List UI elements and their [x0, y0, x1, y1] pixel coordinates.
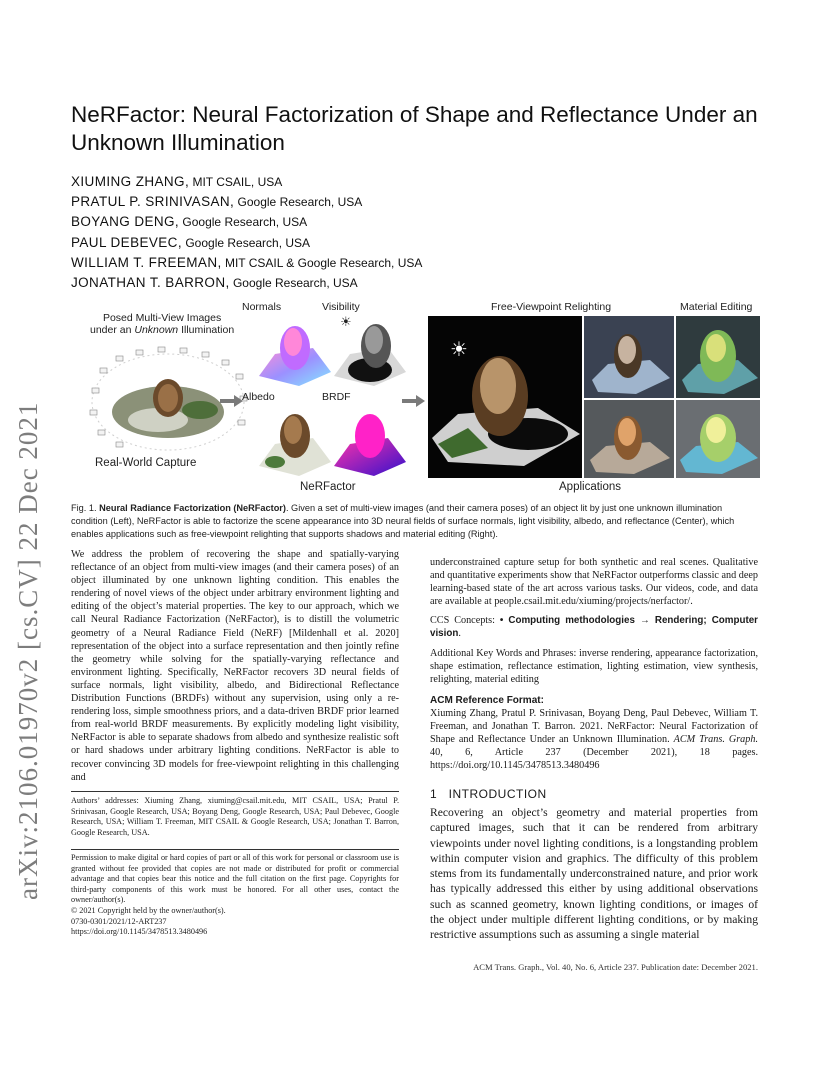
- relighting-label: Free-Viewpoint Relighting: [491, 301, 612, 313]
- author-line: PRATUL P. SRINIVASAN, Google Research, USA: [71, 194, 363, 210]
- visibility-image: [330, 314, 408, 390]
- nerfactor-label: NeRFactor: [300, 481, 356, 493]
- input-label: Posed Multi-View Images under an Unknown Illumination: [90, 312, 235, 336]
- svg-text:☀: ☀: [450, 337, 468, 361]
- footnote-rule: [71, 791, 399, 792]
- arrow-right-icon: [416, 395, 425, 407]
- brdf-image: [330, 404, 408, 480]
- paper-title: NeRFactor: Neural Factorization of Shape and Reflectance Under an Unknown Illumination: [71, 102, 758, 155]
- arrow-shaft: [402, 399, 416, 403]
- acm-reference-heading: ACM Reference Format:: [430, 694, 544, 706]
- right-column: [430, 556, 758, 772]
- relit-render-large: [428, 316, 582, 478]
- material-edit-top: [676, 316, 760, 398]
- permission-rule: [71, 849, 399, 850]
- relit-render-top: [584, 316, 674, 398]
- author-line: XIUMING ZHANG, MIT CSAIL, USA: [71, 174, 283, 189]
- introduction-text: Recovering an object’s geometry and material properties from captured images, such that it can be rendered from arbitrary viewpoints under novel lighting conditions, is a longstanding problem within computer vision and graphics. The difficulty of this problem stems from its fundamentally underconstrained nature, and prior work has typically addressed this either by using additional observations such as scanned geometry, known lighting conditions, or images of the object under multiple different lighting conditions, or by making restrictive assumptions such as assuming a single material: [430, 806, 758, 942]
- material-editing-label: Material Editing: [680, 301, 753, 313]
- keywords: Additional Key Words and Phrases: inverse rendering, appearance factorization, shape estimation, reflectance estimation, lighting estimation, view synthesis, relighting, material editing: [430, 647, 758, 685]
- visibility-label: Visibility: [322, 301, 360, 313]
- section-heading-introduction: 1 INTRODUCTION: [430, 787, 547, 801]
- copyright-line: © 2021 Copyright held by the owner/author(s).: [71, 905, 226, 915]
- permission-block: [71, 853, 399, 938]
- author-addresses: Authors’ addresses: Xiuming Zhang, xiuming@csail.mit.edu, MIT CSAIL, USA; Pratul P. Srinivasan, Google Research, USA; Boyang Deng, Google Research, USA; Paul Debevec, Google Research, USA; William T. Freeman, MIT CSAIL & Google Research, USA; Jonathan T. Barron, Google Research, USA.: [71, 796, 399, 837]
- teaser-figure: [60, 300, 760, 500]
- normals-label: Normals: [242, 301, 282, 313]
- brdf-label: BRDF: [322, 391, 351, 403]
- permission-text: Permission to make digital or hard copies of part or all of this work for personal or classroom use is granted without fee provided that copies are not made or distributed for profit or commercial advantage and that copies bear this notice and the full citation on the first page. Copyrights for third-party components of this work must be honored. For all other uses, contact the owner/author(s).: [71, 853, 399, 905]
- acm-reference: Xiuming Zhang, Pratul P. Srinivasan, Boyang Deng, Paul Debevec, William T. Freeman, and Jonathan T. Barron. 2021. NeRFactor: Neural Factorization of Shape and Reflectance Under an Unknown Illumination. ACM Trans. Graph. 40, 6, Article 237 (December 2021), 18 pages. https://doi.org/10.1145/3478513.3480496: [430, 707, 758, 772]
- applications-label: Applications: [559, 481, 622, 493]
- page-footer: ACM Trans. Graph., Vol. 40, No. 6, Article 237. Publication date: December 2021.: [473, 962, 758, 972]
- abstract: We address the problem of recovering the shape and spatially-varying reflectance of an object from multi-view images (and their camera poses) of an object illuminated by one unknown lighting condition. This enables the rendering of novel views of the object under arbitrary environment lighting and editing of the object’s material properties. The key to our approach, which we call Neural Radiance Factorization (NeRFactor), is to distill the volumetric geometry of a Neural Radiance Field (NeRF) [Mildenhall et al. 2020] representation of the object into a surface representation and then jointly refine the geometry while solving for the spatially-varying reflectance and environment lighting. Specifically, NeRFactor recovers 3D neural fields of surface normals, light visibility, albedo, and Bidirectional Reflectance Distribution Functions (BRDFs) without any supervision, using only a re-rendering loss, simple smoothness priors, and a data-driven BRDF prior learned from real-world BRDF measurements. By explicitly modeling light visibility, NeRFactor is able to separate shadows from albedo and synthesize realistic soft or hard shadows under arbitrary lighting conditions. NeRFactor is able to recover convincing 3D models for free-viewpoint relighting in this challenging and: [71, 549, 399, 783]
- capture-label: Real-World Capture: [95, 457, 197, 469]
- author-line: PAUL DEBEVEC, Google Research, USA: [71, 234, 311, 250]
- albedo-label: Albedo: [242, 391, 275, 403]
- doi-link[interactable]: https://doi.org/10.1145/3478513.3480496: [71, 927, 208, 937]
- author-line: JONATHAN T. BARRON, Google Research, USA: [71, 275, 358, 291]
- author-list: [71, 172, 422, 293]
- arxiv-stamp: arXiv:2106.01970v2 [cs.CV] 22 Dec 2021: [13, 401, 43, 900]
- abstract-continued: underconstrained capture setup for both synthetic and real scenes. Qualitative and quantitative experiments show that NeRFactor outperforms classic and deep learning-based state of the art across various tasks. Our videos, code, and data are available at people.csail.mit.edu/xiuming/projects/nerfactor/.: [430, 557, 758, 608]
- multiview-capture-image: [80, 340, 260, 455]
- sun-icon: ☀: [340, 314, 352, 329]
- arrow-shaft: [220, 399, 234, 403]
- normals-image: [255, 314, 333, 390]
- author-line: BOYANG DENG, Google Research, USA: [71, 214, 308, 230]
- figure-caption: Fig. 1. Neural Radiance Factorization (NeRFactor). Given a set of multi-view images (and their camera poses) of an object lit by just one unknown illumination condition (Left), NeRFactor is able to factorize the scene appearance into 3D neural fields of surface normals, light visibility, albedo, and reflectance (Center), which enables applications such as free-viewpoint relighting that supports shadows and material editing (Right).: [71, 503, 735, 540]
- relit-render-bottom: [584, 400, 674, 478]
- albedo-image: [255, 404, 333, 480]
- ccs-concepts: CCS Concepts: • Computing methodologies → Rendering; Computer vision.: [430, 615, 758, 640]
- author-line: WILLIAM T. FREEMAN, MIT CSAIL & Google Research, USA: [71, 254, 423, 270]
- issn-line: 0730-0301/2021/12-ART237: [71, 916, 167, 926]
- material-edit-bottom: [676, 400, 760, 478]
